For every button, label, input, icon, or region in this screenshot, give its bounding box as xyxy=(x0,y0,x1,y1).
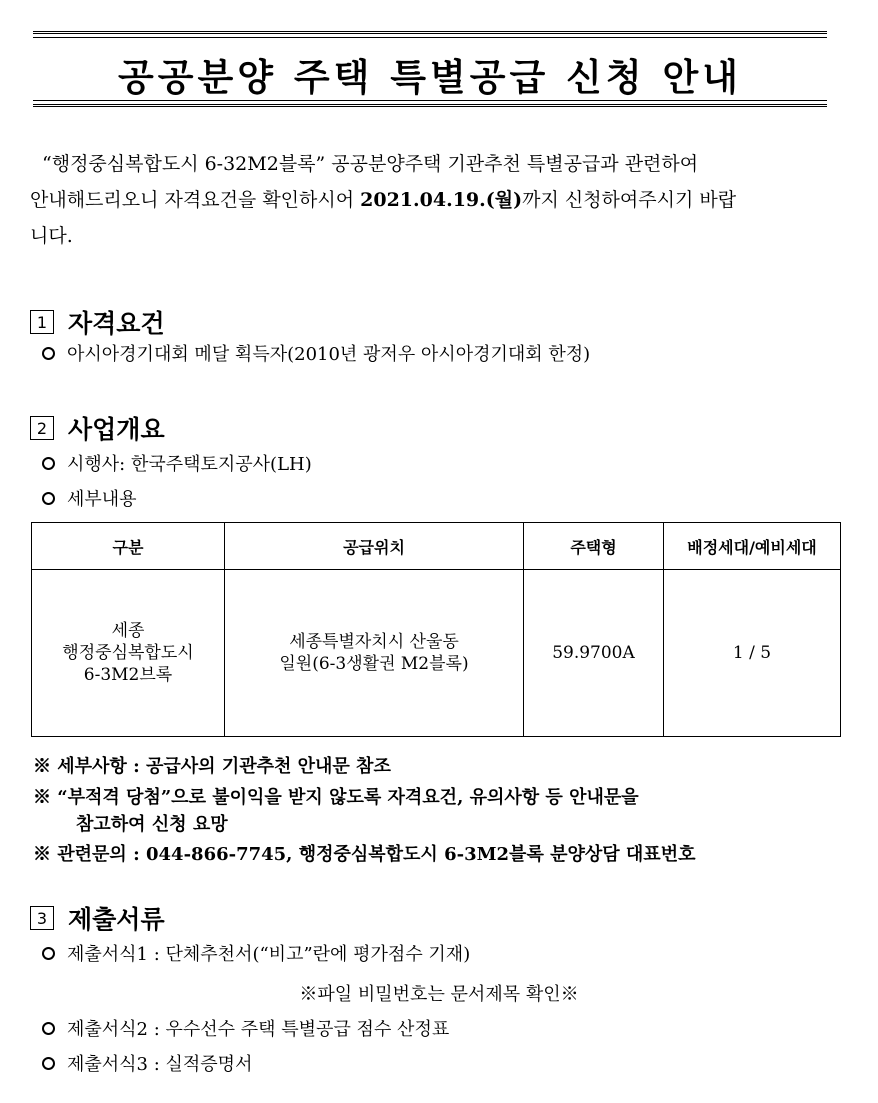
table-cell-allocation: 1 / 5 xyxy=(664,570,841,737)
list-item-text: 세부내용 xyxy=(67,489,137,510)
intro-paragraph xyxy=(30,146,830,254)
table-cell-category xyxy=(32,570,225,737)
note-details: ※ 세부사항 : 공급사의 기관추천 안내문 참조 xyxy=(33,756,391,777)
supply-table xyxy=(31,522,841,737)
note-contact: ※ 관련문의 : 044-866-7745, 행정중심복합도시 6-3M2블록 분양상담 대표번호 xyxy=(33,844,696,865)
table-header-cell: 배정세대/예비세대 xyxy=(664,523,841,570)
circle-bullet-icon xyxy=(42,947,55,960)
circle-bullet-icon xyxy=(42,1057,55,1070)
list-item xyxy=(42,1050,252,1076)
note-warning-line-1: ※ “부적격 당첨”으로 불이익을 받지 않도록 자격요건, 유의사항 등 안내문을 xyxy=(33,787,639,808)
deadline-date: 2021.04.19.(월) xyxy=(360,189,523,211)
section-number-box: 1 xyxy=(30,310,54,334)
list-item xyxy=(42,340,590,366)
table-header-cell: 공급위치 xyxy=(225,523,524,570)
section-number-box: 2 xyxy=(30,416,54,440)
list-item xyxy=(42,940,470,966)
list-item xyxy=(42,450,312,476)
circle-bullet-icon xyxy=(42,1022,55,1035)
cell-line: 세종 xyxy=(111,621,145,641)
intro-line-2-pre: 안내해드리오니 자격요건을 확인하시어 xyxy=(30,189,361,211)
table-row xyxy=(32,570,841,737)
list-item-text: 시행사: 한국주택토지공사(LH) xyxy=(67,454,312,475)
circle-bullet-icon xyxy=(42,457,55,470)
list-item xyxy=(42,1015,449,1041)
table-cell-location xyxy=(225,570,524,737)
note-warning-line-2: 참고하여 신청 요망 xyxy=(76,814,228,835)
table-header-cell: 구분 xyxy=(32,523,225,570)
section-heading-1 xyxy=(30,304,165,340)
section-heading-2 xyxy=(30,410,165,446)
page-title: 공공분양 주택 특별공급 신청 안내 xyxy=(118,56,742,99)
cell-line: 행정중심복합도시 xyxy=(62,643,194,663)
list-item xyxy=(42,485,137,511)
intro-line-3: 니다. xyxy=(30,225,73,247)
table-cell-type: 59.9700A xyxy=(524,570,664,737)
circle-bullet-icon xyxy=(42,492,55,505)
password-note: ※파일 비밀번호는 문서제목 확인※ xyxy=(299,984,579,1005)
section-heading-3 xyxy=(30,900,165,936)
circle-bullet-icon xyxy=(42,347,55,360)
list-item-text: 제출서식2 : 우수선수 주택 특별공급 점수 산정표 xyxy=(67,1019,450,1040)
title-box xyxy=(33,31,827,107)
section-number-box: 3 xyxy=(30,906,54,930)
intro-line-1: “행정중심복합도시 6-32M2블록” 공공분양주택 기관추천 특별공급과 관련하여 xyxy=(42,153,699,175)
section-title: 사업개요 xyxy=(68,415,165,444)
section-title: 자격요건 xyxy=(68,309,165,338)
list-item-text: 제출서식1 : 단체추천서(“비고”란에 평가점수 기재) xyxy=(67,944,471,965)
cell-line: 일원(6-3생활권 M2블록) xyxy=(279,654,469,674)
section-title: 제출서류 xyxy=(68,905,165,934)
table-header-cell: 주택형 xyxy=(524,523,664,570)
cell-line: 6-3M2브록 xyxy=(83,665,173,685)
list-item-text: 제출서식3 : 실적증명서 xyxy=(67,1054,253,1075)
cell-line: 세종특별자치시 산울동 xyxy=(289,632,459,652)
list-item-text: 아시아경기대회 메달 획득자(2010년 광저우 아시아경기대회 한정) xyxy=(67,344,591,365)
table-header-row xyxy=(32,523,841,570)
intro-line-2-post: 까지 신청하여주시기 바랍 xyxy=(522,189,737,211)
